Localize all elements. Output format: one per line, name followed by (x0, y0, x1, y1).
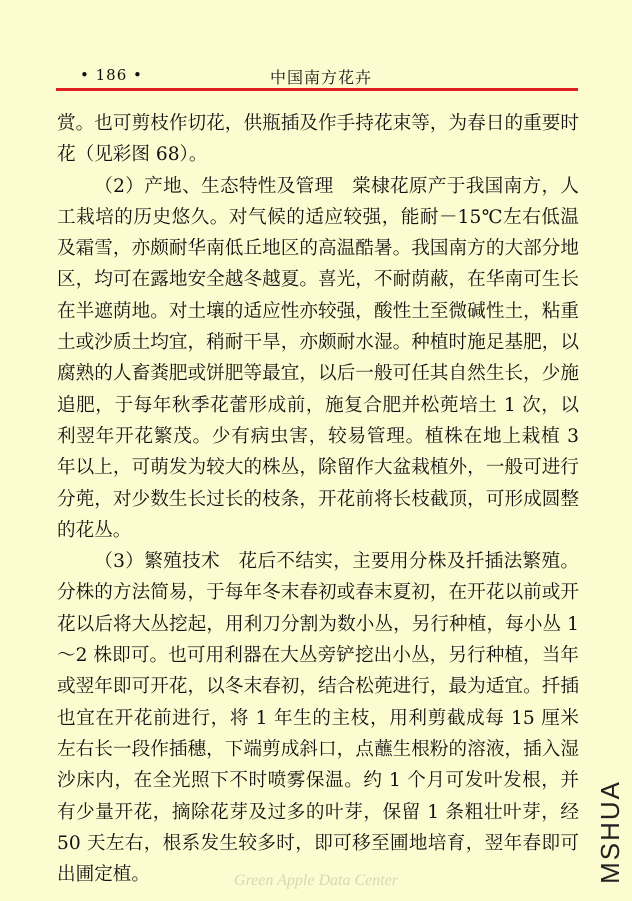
bottom-watermark: Green Apple Data Center (234, 872, 398, 889)
page-number: • 186 • (80, 66, 143, 84)
paragraph-3 (57, 546, 579, 890)
section-title-propagation: （3）繁殖技术 (94, 551, 220, 573)
section-title-origin: （2）产地、生态特性及管理 (94, 175, 334, 197)
page-header (56, 62, 578, 88)
header-rule (56, 88, 578, 91)
paragraph-2 (57, 171, 579, 547)
paragraph-2-text: 棠棣花原产于我国南方，人工栽培的历史悠久。对气候的适应较强，能耐－15℃左右低温及霜雪，亦颇耐华南低丘地区的高温酷暑。我国南方的大部分地区，均可在露地安全越冬越夏。喜光，不耐荫蔽，在华南可生长在半遮荫地。对土壤的适应性亦较强，酸性土至微碱性土，粘重土或沙质土均宜，稍耐干旱，亦颇耐水湿。种植时施足基肥，以腐熟的人畜粪肥或饼肥等最宜，以后一般可任其自然生长，少施追肥，于每年秋季花蕾形成前，施复合肥并松蔸培土 1 次，以利翌年开花繁茂。少有病虫害，较易管理。植株在地上栽植 3 年以上，可萌发为较大的株丛，除留作大盆栽植外，一般可进行分蔸，对少数生长过长的枝条，开花前将长枝截顶，可形成圆整的花丛。 (57, 175, 579, 541)
running-title: 中国南方花卉 (270, 68, 373, 87)
side-watermark: MSHUA (595, 780, 625, 884)
body-text (57, 108, 579, 890)
paragraph-1: 赏。也可剪枝作切花，供瓶插及作手持花束等，为春日的重要时花（见彩图 68）。 (57, 113, 579, 166)
paragraph-3-text: 花后不结实，主要用分株及扦插法繁殖。分株的方法简易，于每年冬末春初或春末夏初，在开花以前或开花以后将大丛挖起，用利刀分割为数小丛，另行种植，每小丛 1～2 株即可。也可用利器在大丛旁铲挖出小丛，另行种植，当年或翌年即可开花，以冬末春初，结合松蔸进行，最为适宜。扦插也宜在开花前进行，将 1 年生的主枝，用利剪截成每 15 厘米左右长一段作插穗，下端剪成斜口，点蘸生根粉的溶液，插入湿沙床内，在全光照下不时喷雾保温。约 1 个月可发叶发根，并有少量开花，摘除花芽及过多的叶芽，保留 1 条粗壮叶芽，经 50 天左右，根系发生较多时，即可移至圃地培育，翌年春即可出圃定植。 (57, 551, 579, 886)
